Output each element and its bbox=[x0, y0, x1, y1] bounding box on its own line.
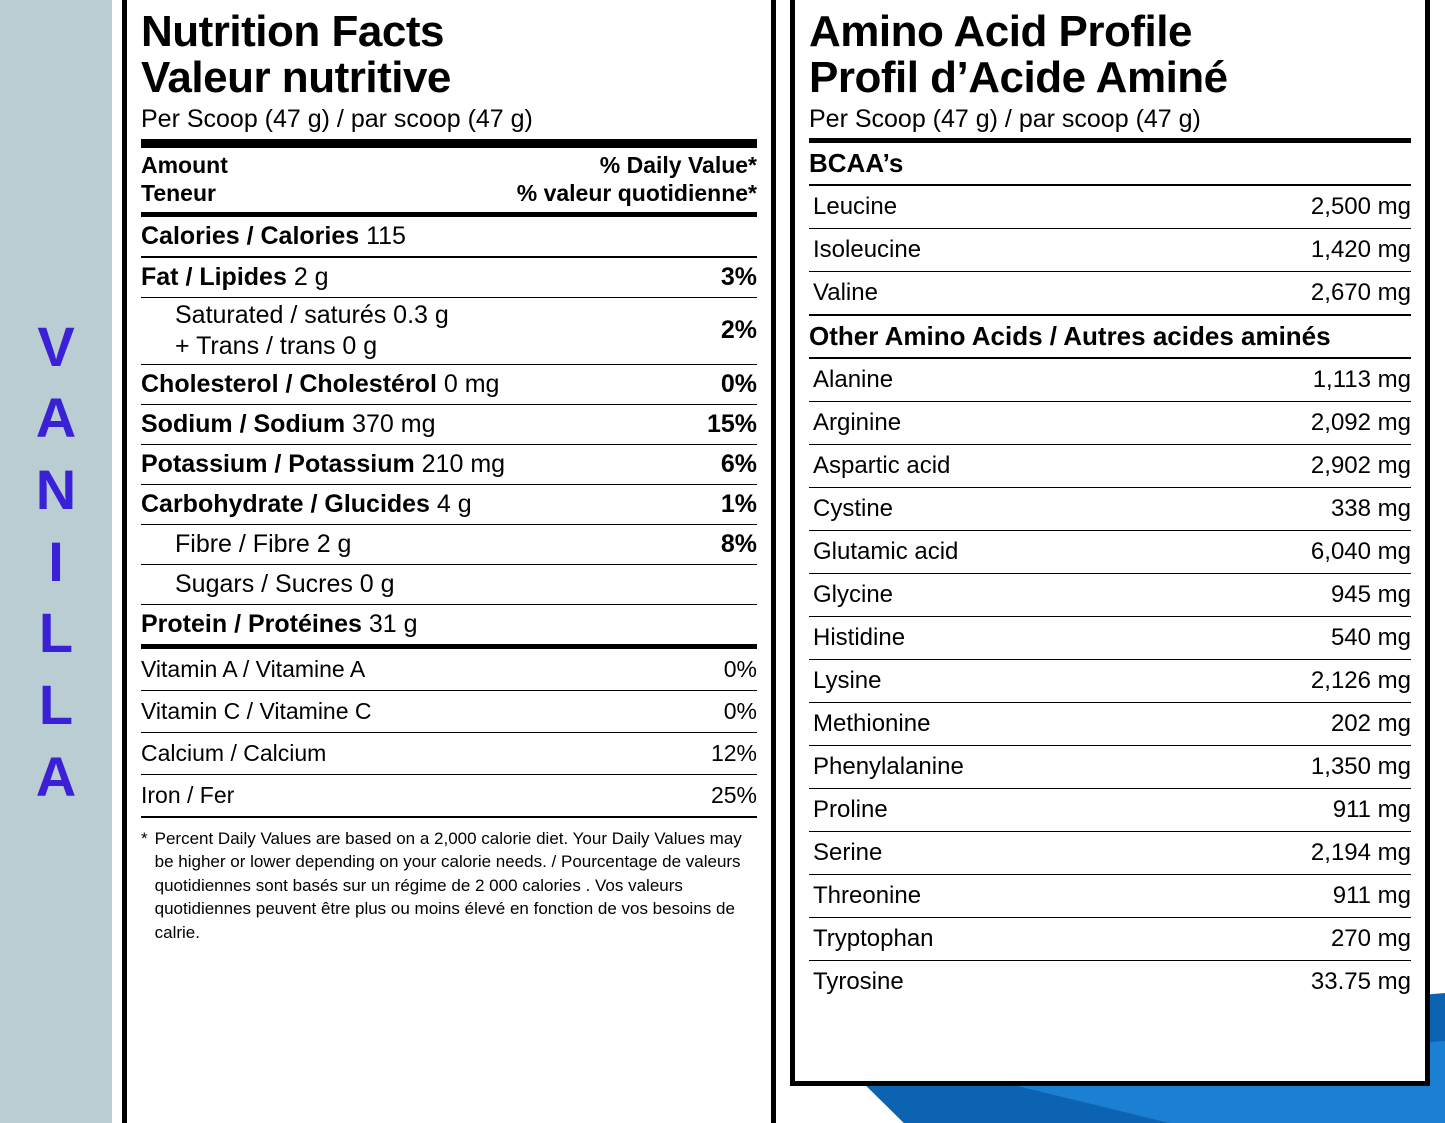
amino-value: 2,500 mg bbox=[1310, 192, 1411, 220]
amino-row-aspartic-acid bbox=[809, 445, 1411, 487]
nutrient-label: Cholesterol / Cholestérol bbox=[141, 369, 437, 398]
nutrient-amount: 31 g bbox=[368, 609, 418, 638]
vitamin-dv: 0% bbox=[723, 697, 757, 724]
nutrient-label: Sodium / Sodium bbox=[141, 409, 346, 438]
amino-title-en: Amino Acid Profile bbox=[809, 7, 1192, 56]
nutrient-label: Carbohydrate / Glucides bbox=[141, 489, 430, 518]
amino-value: 1,420 mg bbox=[1310, 235, 1411, 263]
amino-row-tyrosine bbox=[809, 961, 1411, 1003]
amino-title-fr: Profil d’Acide Aminé bbox=[809, 52, 1228, 102]
amount-label-fr: Teneur bbox=[141, 179, 216, 206]
saturated-fat-label: Saturated / saturés 0.3 g bbox=[175, 300, 449, 329]
amino-name: Leucine bbox=[813, 192, 898, 220]
nutrient-dv: 0% bbox=[720, 369, 757, 398]
nutrient-row-sugars bbox=[141, 565, 757, 604]
amino-value: 2,670 mg bbox=[1310, 278, 1411, 306]
amino-row-tryptophan bbox=[809, 918, 1411, 960]
amino-name: Histidine bbox=[813, 623, 906, 651]
amino-name: Lysine bbox=[813, 666, 882, 694]
amino-name: Alanine bbox=[813, 365, 894, 393]
nutrient-row-sodium bbox=[141, 405, 757, 444]
amino-row-glycine bbox=[809, 574, 1411, 616]
amino-row-proline bbox=[809, 789, 1411, 831]
amino-row-histidine bbox=[809, 617, 1411, 659]
nutrient-label: Potassium / Potassium bbox=[141, 449, 415, 478]
flavor-letter: L bbox=[38, 673, 74, 736]
vitamin-dv: 12% bbox=[710, 739, 757, 766]
other-amino-section-header: Other Amino Acids / Autres acides aminés bbox=[809, 320, 1331, 351]
vitamin-label: Vitamin A / Vitamine A bbox=[141, 655, 366, 682]
nutrient-row-carbohydrate bbox=[141, 485, 757, 524]
nutrient-row-fibre bbox=[141, 525, 757, 564]
flavor-letter: A bbox=[35, 386, 77, 450]
nutrient-row-fat bbox=[141, 258, 757, 297]
flavor-letter: N bbox=[35, 457, 77, 521]
nutrition-column-headers-en bbox=[141, 148, 757, 180]
nutrition-title-en: Nutrition Facts bbox=[141, 7, 444, 56]
vitamin-dv: 0% bbox=[723, 655, 757, 682]
amino-row-lysine bbox=[809, 660, 1411, 702]
vitamin-dv: 25% bbox=[710, 781, 757, 808]
nutrient-row-protein bbox=[141, 605, 757, 644]
amino-name: Phenylalanine bbox=[813, 752, 964, 780]
amino-value: 33.75 mg bbox=[1310, 967, 1411, 995]
amino-value: 338 mg bbox=[1330, 494, 1411, 522]
amino-value: 2,092 mg bbox=[1310, 408, 1411, 436]
amount-label-en: Amount bbox=[141, 151, 228, 178]
amino-value: 6,040 mg bbox=[1310, 537, 1411, 565]
vitamin-label: Iron / Fer bbox=[141, 781, 235, 808]
nutrient-label: Protein / Protéines bbox=[141, 609, 362, 638]
vitamin-row-calcium bbox=[141, 733, 757, 774]
amino-name: Aspartic acid bbox=[813, 451, 951, 479]
amino-row-phenylalanine bbox=[809, 746, 1411, 788]
nutrient-dv: 6% bbox=[720, 449, 757, 478]
nutrient-label: Calories / Calories bbox=[141, 221, 360, 250]
amino-value: 1,350 mg bbox=[1310, 752, 1411, 780]
nutrition-serving-size: Per Scoop (47 g) / par scoop (47 g) bbox=[141, 105, 533, 134]
trans-fat-label: + Trans / trans 0 g bbox=[175, 331, 378, 360]
amino-name: Isoleucine bbox=[813, 235, 922, 263]
amino-value: 2,902 mg bbox=[1310, 451, 1411, 479]
amino-row-isoleucine bbox=[809, 229, 1411, 271]
amino-value: 2,126 mg bbox=[1310, 666, 1411, 694]
flavor-band bbox=[0, 0, 112, 1123]
amino-row-valine bbox=[809, 272, 1411, 314]
amino-row-leucine bbox=[809, 186, 1411, 228]
amino-name: Arginine bbox=[813, 408, 902, 436]
flavor-letter: L bbox=[38, 601, 74, 665]
amino-value: 945 mg bbox=[1330, 580, 1411, 608]
amino-value: 1,113 mg bbox=[1312, 365, 1411, 393]
amino-name: Valine bbox=[813, 278, 878, 306]
amino-name: Serine bbox=[813, 838, 883, 866]
amino-name: Glutamic acid bbox=[813, 537, 959, 565]
amino-row-cystine bbox=[809, 488, 1411, 530]
footnote-asterisk: * bbox=[141, 828, 148, 848]
amino-serving-size: Per Scoop (47 g) / par scoop (47 g) bbox=[809, 105, 1201, 134]
nutrient-amount: 115 bbox=[366, 221, 406, 250]
nutrient-amount: 370 mg bbox=[352, 409, 436, 438]
nutrient-amount: 4 g bbox=[436, 489, 472, 518]
bcaa-section-header: BCAA’s bbox=[809, 147, 904, 178]
daily-value-footnote bbox=[141, 818, 757, 944]
amino-name: Proline bbox=[813, 795, 888, 823]
amino-row-glutamic-acid bbox=[809, 531, 1411, 573]
amino-row-threonine bbox=[809, 875, 1411, 917]
fibre-dv: 8% bbox=[720, 529, 757, 558]
amino-name: Cystine bbox=[813, 494, 894, 522]
vitamin-row-vitamin-a bbox=[141, 649, 757, 690]
amino-value: 911 mg bbox=[1332, 881, 1411, 909]
sugars-label: Sugars / Sucres 0 g bbox=[175, 569, 395, 598]
nutrient-dv: 15% bbox=[706, 409, 757, 438]
nutrient-dv: 1% bbox=[720, 489, 757, 518]
nutrition-title-fr: Valeur nutritive bbox=[141, 52, 451, 102]
flavor-letter: A bbox=[35, 744, 77, 808]
daily-value-label-fr: % valeur quotidienne* bbox=[516, 179, 757, 206]
nutrient-row-calories bbox=[141, 217, 757, 256]
vitamin-row-vitamin-c bbox=[141, 691, 757, 732]
vitamin-label: Calcium / Calcium bbox=[141, 739, 327, 766]
footnote-text: Percent Daily Values are based on a 2,000 calorie diet. Your Daily Values may be higher or lower depending on your calorie needs. / Pourcentage de valeurs quotidiennes sont basés sur un régime de 2 000 calories . Vos valeurs quotidiennes peuvent être plus ou moins élevé en fonction de vos besoins de calrie. bbox=[154, 828, 742, 942]
divider bbox=[141, 139, 757, 148]
amino-row-serine bbox=[809, 832, 1411, 874]
vitamin-label: Vitamin C / Vitamine C bbox=[141, 697, 372, 724]
flavor-letter: I bbox=[48, 529, 64, 593]
amino-value: 911 mg bbox=[1332, 795, 1411, 823]
amino-name: Methionine bbox=[813, 709, 931, 737]
vitamin-row-iron bbox=[141, 775, 757, 816]
amino-value: 270 mg bbox=[1330, 924, 1411, 952]
amino-name: Tyrosine bbox=[813, 967, 904, 995]
nutrition-column-headers-fr bbox=[141, 180, 757, 212]
amino-row-methionine bbox=[809, 703, 1411, 745]
nutrient-row-saturated-trans bbox=[141, 298, 757, 364]
nutrient-amount: 0 mg bbox=[443, 369, 500, 398]
nutrient-label: Fat / Lipides bbox=[141, 262, 287, 291]
amino-name: Threonine bbox=[813, 881, 922, 909]
amino-row-alanine bbox=[809, 359, 1411, 401]
amino-acid-profile-panel bbox=[790, 0, 1430, 1086]
fibre-label: Fibre / Fibre 2 g bbox=[175, 529, 352, 558]
amino-value: 2,194 mg bbox=[1310, 838, 1411, 866]
amino-value: 540 mg bbox=[1330, 623, 1411, 651]
nutrition-facts-panel bbox=[122, 0, 776, 1123]
nutrient-row-potassium bbox=[141, 445, 757, 484]
saturated-trans-dv: 2% bbox=[720, 316, 757, 345]
nutrient-row-cholesterol bbox=[141, 365, 757, 404]
daily-value-label-en: % Daily Value* bbox=[599, 151, 757, 178]
flavor-letter: V bbox=[37, 314, 75, 378]
nutrient-dv: 3% bbox=[720, 262, 757, 291]
amino-value: 202 mg bbox=[1330, 709, 1411, 737]
nutrient-amount: 210 mg bbox=[421, 449, 506, 478]
amino-name: Glycine bbox=[813, 580, 894, 608]
amino-row-arginine bbox=[809, 402, 1411, 444]
amino-name: Tryptophan bbox=[813, 924, 934, 952]
nutrient-amount: 2 g bbox=[293, 262, 329, 291]
